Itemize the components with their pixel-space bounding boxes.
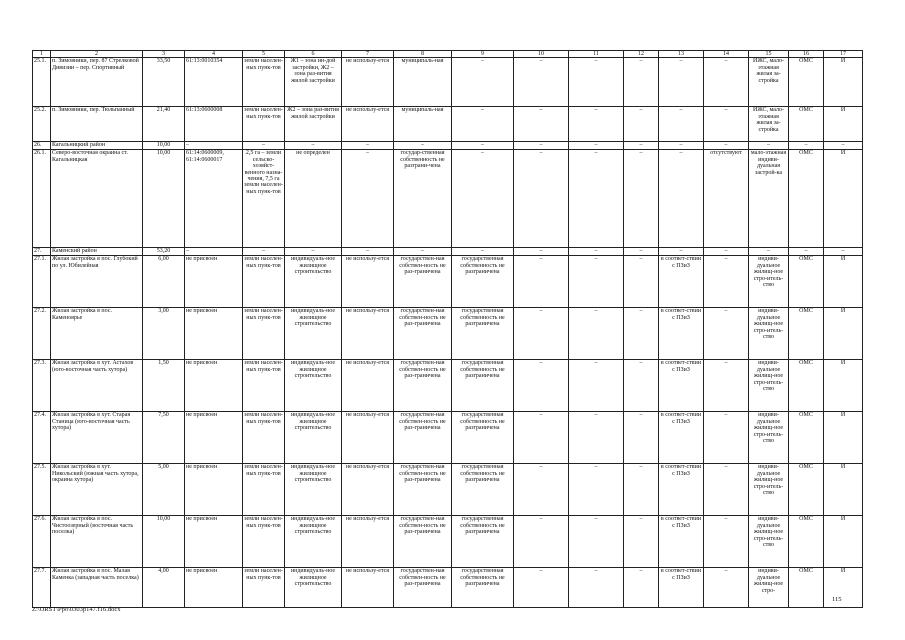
table-cell: –	[749, 248, 789, 256]
header-cell: 7	[342, 51, 394, 58]
header-cell: 1	[33, 51, 51, 58]
table-cell: государствен-ная собствен-ность не раз-граничена	[394, 308, 452, 360]
table-cell: –	[659, 150, 704, 248]
table-cell: не присвоен	[185, 464, 243, 516]
table-row	[33, 412, 863, 464]
table-cell: –	[704, 142, 749, 150]
table-cell: И	[824, 516, 863, 568]
table-cell: индивидуаль-ное жилищное строительство	[285, 464, 342, 516]
table-cell: –	[514, 248, 569, 256]
table-cell: И	[824, 412, 863, 464]
table-cell: индивидуаль-ное жилищное строительство	[285, 256, 342, 308]
table-cell: 26.1.	[33, 150, 51, 248]
table-cell: государствен-ная собствен-ность не раз-граничена	[394, 360, 452, 412]
table-cell: ОМС	[789, 568, 824, 608]
table-cell: 10,00	[143, 150, 185, 248]
table-cell: –	[394, 248, 452, 256]
table-cell: не использу-ется	[342, 464, 394, 516]
table-cell: не использу-ется	[342, 107, 394, 142]
table-cell: индиви-дуальное жилищ-ное стро-итель-ство	[749, 308, 789, 360]
table-cell: индиви-дуальное жилищ-ное стро-итель-ство	[749, 256, 789, 308]
table-cell: –	[659, 142, 704, 150]
header-cell: 17	[824, 51, 863, 58]
table-row	[33, 568, 863, 608]
table-cell: государственная собственность не разграничена	[452, 256, 514, 308]
table-cell: 25.1.	[33, 58, 51, 107]
table-cell: 7,50	[143, 412, 185, 464]
table-cell: –	[452, 142, 514, 150]
table-cell: не использу-ется	[342, 256, 394, 308]
table-cell: –	[624, 150, 659, 248]
table-cell: –	[514, 464, 569, 516]
table-cell: 4,00	[143, 568, 185, 608]
table-cell: земли населен-ных пунк-тов	[243, 360, 285, 412]
table-cell: И	[824, 568, 863, 608]
table-cell: –	[704, 516, 749, 568]
table-cell: земли населен-ных пунк-тов	[243, 256, 285, 308]
table-cell: муниципаль-ная	[394, 58, 452, 107]
table-cell: 27.4.	[33, 412, 51, 464]
table-cell: п. Зимовники, пер. 87 Стрелковой Дивизии – пер. Спортивный	[51, 58, 143, 107]
table-cell: ОМС	[789, 412, 824, 464]
table-cell: 61:13:0010354	[185, 58, 243, 107]
table-cell: ОМС	[789, 58, 824, 107]
table-cell: индиви-дуальное жилищ-ное стро-	[749, 568, 789, 608]
table-cell: не присвоен	[185, 308, 243, 360]
table-cell: –	[624, 248, 659, 256]
table-cell: –	[514, 256, 569, 308]
table-cell: государственная собственность не разграничена	[452, 516, 514, 568]
table-cell: –	[342, 248, 394, 256]
table-cell: мало-этажная индиви-дуальная застрой-ка	[749, 150, 789, 248]
file-path: Z:\ORST\Ppo\0303p147.f16.docx	[32, 606, 121, 613]
table-cell: –	[569, 58, 624, 107]
table-cell: –	[704, 58, 749, 107]
table-cell: –	[659, 248, 704, 256]
table-cell: ОМС	[789, 150, 824, 248]
header-cell: 5	[243, 51, 285, 58]
table-cell: –	[452, 107, 514, 142]
table-cell: земли населен-ных пунк-тов	[243, 412, 285, 464]
table-cell: не определен	[285, 150, 342, 248]
table-cell: государствен-ная собствен-ность не раз-граничена	[394, 412, 452, 464]
table-cell: –	[569, 150, 624, 248]
header-cell: 10	[514, 51, 569, 58]
table-cell: –	[624, 107, 659, 142]
table-cell: 5,00	[143, 464, 185, 516]
table-row	[33, 142, 863, 150]
table-cell: –	[514, 360, 569, 412]
table-cell: в соответ-ствии с ПЗиЗ	[659, 308, 704, 360]
table-cell: –	[624, 360, 659, 412]
table-cell: И	[824, 308, 863, 360]
table-cell: –	[704, 308, 749, 360]
table-cell: в соответ-ствии с ПЗиЗ	[659, 568, 704, 608]
table-cell: –	[659, 107, 704, 142]
table-cell: Кагальницкий район	[51, 142, 143, 150]
table-cell: индиви-дуальное жилищ-ное стро-итель-ство	[749, 360, 789, 412]
table-cell: Жилая застройка в пос. Малая Каменка (западная часть поселка)	[51, 568, 143, 608]
table-cell: государственная собственность не разграничена	[452, 412, 514, 464]
table-cell: –	[704, 360, 749, 412]
table-cell: Каменский район	[51, 248, 143, 256]
header-cell: 13	[659, 51, 704, 58]
table-cell: –	[285, 248, 342, 256]
table-cell: –	[704, 248, 749, 256]
header-cell: 15	[749, 51, 789, 58]
table-cell: ОМС	[789, 516, 824, 568]
table-cell: Жилая застройка в пос. Глубокий по ул. Юбилейная	[51, 256, 143, 308]
table-cell: государствен-ная собствен-ность не раз-граничена	[394, 464, 452, 516]
header-cell: 9	[452, 51, 514, 58]
table-cell: Жилая застройка в хут. Старая Станица (юго-восточная часть хутора)	[51, 412, 143, 464]
table-cell: не присвоен	[185, 412, 243, 464]
table-cell: –	[789, 142, 824, 150]
table-cell: –	[624, 568, 659, 608]
table-cell: не использу-ется	[342, 58, 394, 107]
table-cell: 10,00	[143, 516, 185, 568]
table-cell: –	[824, 248, 863, 256]
table-cell: индивидуаль-ное жилищное строительство	[285, 308, 342, 360]
table-cell: индивидуаль-ное жилищное строительство	[285, 516, 342, 568]
table-cell: 2,5 га – земли сельско-хозяйст-венного назна-чения, 7,5 га земли населен-ных пунк-тов	[243, 150, 285, 248]
table-cell: 53,20	[143, 248, 185, 256]
table-cell: Жилая застройка в пос. Каменоярье	[51, 308, 143, 360]
table-cell: 10,00	[143, 142, 185, 150]
table-cell: –	[624, 412, 659, 464]
table-cell: 27.1.	[33, 256, 51, 308]
table-cell: –	[569, 464, 624, 516]
header-cell: 3	[143, 51, 185, 58]
table-cell: –	[624, 142, 659, 150]
table-row	[33, 150, 863, 248]
header-cell: 4	[185, 51, 243, 58]
table-cell: –	[452, 248, 514, 256]
table-cell: –	[704, 568, 749, 608]
table-cell: муниципаль-ная	[394, 107, 452, 142]
table-cell: 6,00	[143, 256, 185, 308]
table-cell: в соответ-ствии с ПЗиЗ	[659, 256, 704, 308]
table-cell: не использу-ется	[342, 516, 394, 568]
table-cell: –	[624, 256, 659, 308]
table-cell: 1,50	[143, 360, 185, 412]
table-cell: –	[569, 412, 624, 464]
table-cell: И	[824, 464, 863, 516]
table-cell: ОМС	[789, 360, 824, 412]
table-cell: –	[704, 412, 749, 464]
table-cell: –	[342, 142, 394, 150]
table-cell: земли населен-ных пунк-тов	[243, 464, 285, 516]
table-cell: отсутствуют	[704, 150, 749, 248]
table-cell: не присвоен	[185, 516, 243, 568]
page-number: 115	[832, 596, 842, 603]
table-cell: Ж2 – зона раз-вития жилой застройки	[285, 107, 342, 142]
table-cell: –	[749, 142, 789, 150]
table-cell: государ-ственная собственность не разграни-чена	[394, 150, 452, 248]
table-cell: 27.3.	[33, 360, 51, 412]
table-cell: И	[824, 58, 863, 107]
table-cell: 27.2.	[33, 308, 51, 360]
table-cell: –	[285, 142, 342, 150]
table-cell: –	[185, 142, 243, 150]
table-cell: земли населен-ных пунк-тов	[243, 568, 285, 608]
table-cell: –	[452, 150, 514, 248]
table-cell: –	[704, 256, 749, 308]
table-cell: земли населен-ных пунк-тов	[243, 58, 285, 107]
header-cell: 6	[285, 51, 342, 58]
table-cell: индивидуаль-ное жилищное строительство	[285, 412, 342, 464]
table-cell: Жилая застройка в пос. Чистоозерный (восточная часть поселка)	[51, 516, 143, 568]
table-cell: И	[824, 107, 863, 142]
table-cell: государствен-ная собствен-ность не раз-граничена	[394, 568, 452, 608]
header-cell: 12	[624, 51, 659, 58]
table-cell: –	[624, 464, 659, 516]
table-cell: Северо-восточная окраина ст. Кагальницкая	[51, 150, 143, 248]
table-row	[33, 58, 863, 107]
table-cell: 33,50	[143, 58, 185, 107]
table-cell: в соответ-ствии с ПЗиЗ	[659, 412, 704, 464]
table-cell: –	[569, 308, 624, 360]
table-cell: –	[514, 142, 569, 150]
table-cell: Жилая застройка в хут. Астахов (юго-восточная часть хутора)	[51, 360, 143, 412]
table-cell: –	[243, 142, 285, 150]
table-cell: –	[569, 107, 624, 142]
table-cell: земли населен-ных пунк-тов	[243, 308, 285, 360]
table-cell: –	[569, 142, 624, 150]
table-cell: –	[569, 256, 624, 308]
table-row	[33, 464, 863, 516]
table-cell: не использу-ется	[342, 360, 394, 412]
header-cell: 16	[789, 51, 824, 58]
table-cell: государственная собственность не разграничена	[452, 360, 514, 412]
table-cell: в соответ-ствии с ПЗиЗ	[659, 360, 704, 412]
table-cell: ИЖС, мало-этажная жилая за-стройка	[749, 107, 789, 142]
table-cell: государствен-ная собствен-ность не раз-граничена	[394, 256, 452, 308]
table-row	[33, 516, 863, 568]
table-cell: 27.6.	[33, 516, 51, 568]
table-cell: И	[824, 360, 863, 412]
table-cell: –	[624, 58, 659, 107]
table-cell: не использу-ется	[342, 308, 394, 360]
table-cell: не присвоен	[185, 568, 243, 608]
table-row	[33, 360, 863, 412]
table-cell: земли населен-ных пунк-тов	[243, 107, 285, 142]
table-cell: –	[514, 308, 569, 360]
table-cell: –	[624, 308, 659, 360]
table-cell: не присвоен	[185, 360, 243, 412]
table-cell: индивидуаль-ное жилищное строительство	[285, 360, 342, 412]
table-cell: земли населен-ных пунк-тов	[243, 516, 285, 568]
table-cell: –	[514, 516, 569, 568]
table-cell: 61:13:0600008	[185, 107, 243, 142]
table-cell: –	[514, 150, 569, 248]
table-cell: индиви-дуальное жилищ-ное стро-итель-ство	[749, 464, 789, 516]
table-cell: –	[514, 412, 569, 464]
table-cell: 21,40	[143, 107, 185, 142]
table-cell: Жилая застройка в хут. Никольский (южная часть хутора, окраина хутора)	[51, 464, 143, 516]
table-cell: индиви-дуальное жилищ-ное стро-итель-ство	[749, 412, 789, 464]
table-cell: индиви-дуальное жилищ-ное стро-итель-ство	[749, 516, 789, 568]
table-row	[33, 248, 863, 256]
table-cell: –	[514, 58, 569, 107]
table-cell: –	[569, 516, 624, 568]
table-cell: ОМС	[789, 107, 824, 142]
table-cell: ОМС	[789, 308, 824, 360]
table-cell: не присвоен	[185, 256, 243, 308]
table-cell: не использу-ется	[342, 568, 394, 608]
table-cell: –	[452, 58, 514, 107]
table-row	[33, 256, 863, 308]
table-cell: Ж1 – зона ин-дой застройки, Ж2 – зона раз-вития жилой застройки	[285, 58, 342, 107]
table-cell: государственная собственность не разграничена	[452, 464, 514, 516]
table-cell: государственная собственность не разграничена	[452, 568, 514, 608]
table-cell: –	[514, 107, 569, 142]
table-cell: –	[569, 360, 624, 412]
table-cell: индивидуаль-ное жилищное строительство	[285, 568, 342, 608]
table-cell: 27.	[33, 248, 51, 256]
table-row	[33, 308, 863, 360]
table-row	[33, 107, 863, 142]
header-cell: 11	[569, 51, 624, 58]
table-cell: 27.7.	[33, 568, 51, 608]
table-cell: –	[569, 248, 624, 256]
table-cell: –	[342, 150, 394, 248]
table-cell: п. Зимовники, пер. Тюльпанный	[51, 107, 143, 142]
table-cell: государственная собственность не разграничена	[452, 308, 514, 360]
table-cell: И	[824, 150, 863, 248]
table-cell: –	[624, 516, 659, 568]
table-cell: в соответ-ствии с ПЗиЗ	[659, 516, 704, 568]
table-cell: 27.5.	[33, 464, 51, 516]
table-cell: 25.2.	[33, 107, 51, 142]
table-cell: ИЖС, мало-этажная жилая за-стройка	[749, 58, 789, 107]
header-row	[33, 51, 863, 58]
table-cell: –	[704, 464, 749, 516]
land-plots-table	[32, 50, 863, 608]
table-cell: в соответ-ствии с ПЗиЗ	[659, 464, 704, 516]
header-cell: 14	[704, 51, 749, 58]
table-cell: 3,00	[143, 308, 185, 360]
table-cell: –	[659, 58, 704, 107]
table-cell: –	[394, 142, 452, 150]
header-cell: 2	[51, 51, 143, 58]
table-cell: ОМС	[789, 464, 824, 516]
table-cell: –	[185, 248, 243, 256]
table-cell: ОМС	[789, 256, 824, 308]
table-cell: –	[704, 107, 749, 142]
table-cell: –	[243, 248, 285, 256]
table-cell: 61:14:0600009, 61:14:0600017	[185, 150, 243, 248]
table-cell: –	[824, 142, 863, 150]
table-cell: –	[789, 248, 824, 256]
table-cell: 26.	[33, 142, 51, 150]
table-cell: не использу-ется	[342, 412, 394, 464]
table-cell: государствен-ная собствен-ность не раз-граничена	[394, 516, 452, 568]
table-cell: –	[569, 568, 624, 608]
table-cell: –	[514, 568, 569, 608]
header-cell: 8	[394, 51, 452, 58]
table-cell: И	[824, 256, 863, 308]
